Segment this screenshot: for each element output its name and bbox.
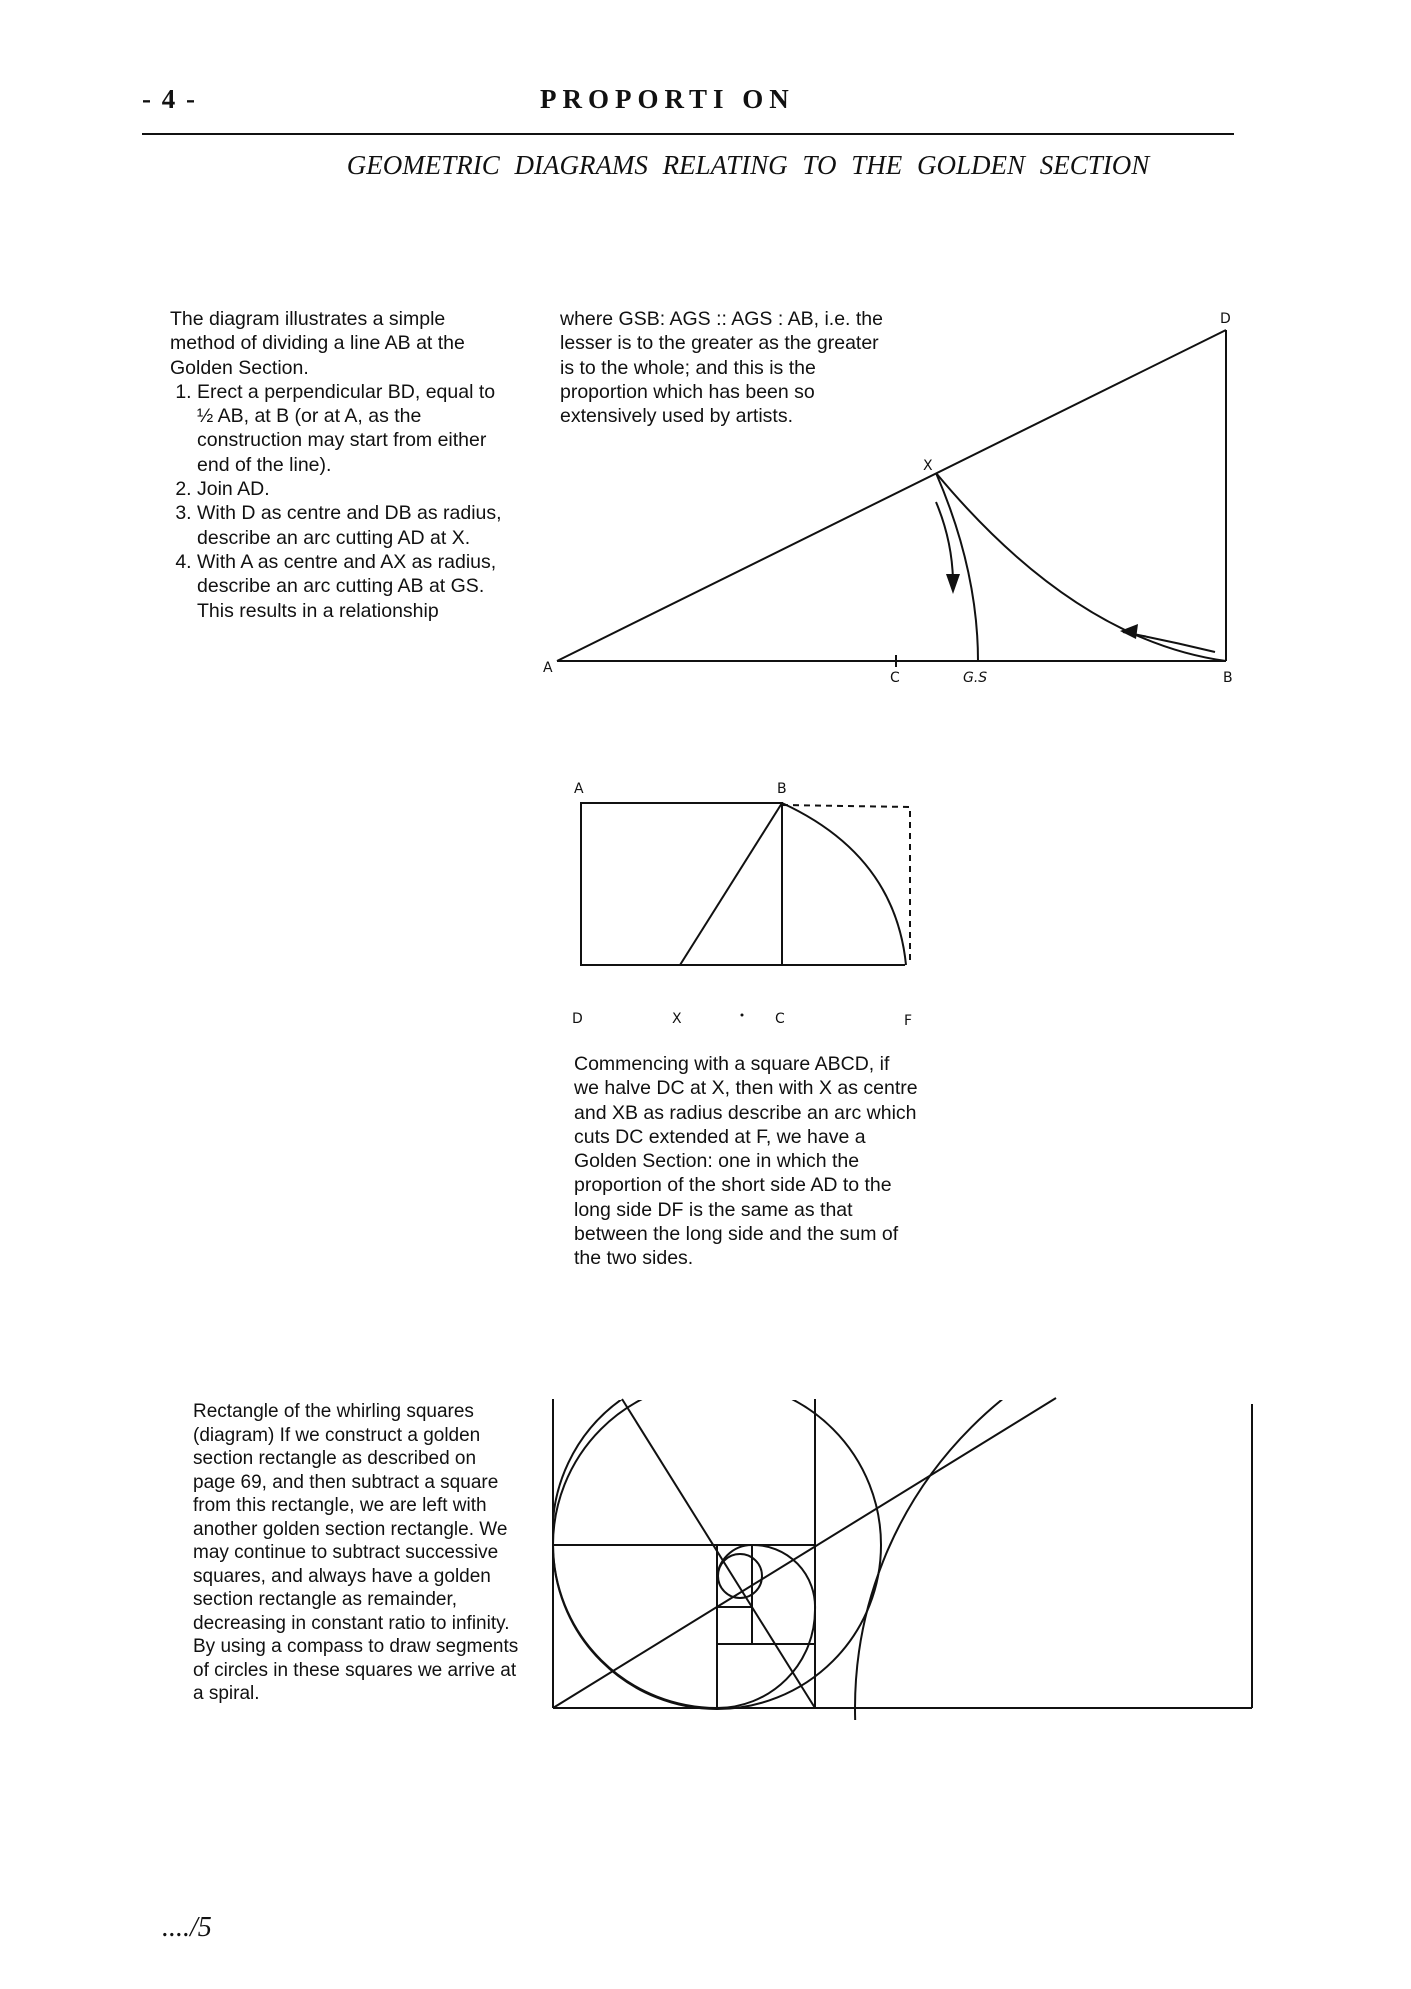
running-title: PROPORTI ON: [540, 84, 795, 114]
diagram1-continuation: where GSB: AGS :: AGS : AB, i.e. the lesser is to the greater as the greater is to the whole; and this is the proportion which has been so extensively used by artists.: [560, 308, 883, 428]
label-c: C: [775, 1011, 785, 1027]
arc-bf: [782, 803, 906, 965]
label-x: X: [923, 458, 933, 474]
diagram2-caption: Commencing with a square ABCD, if we halve DC at X, then with X as centre and XB as radius describe an arc which cuts DC extended at F, we have a Golden Section: one in which the proportion of the short side AD to the long side DF is the same as that between the long side and the sum of the two sides.: [574, 1053, 918, 1270]
diagram3-caption: Rectangle of the whirling squares (diagram) If we construct a golden section rectangle as described on page 69, and then subtract a square from this rectangle, we are left with another golden section rectangle. We may continue to subtract successive squares, and always have a golden section rectangle as remainder, decreasing in constant ratio to infinity. By using a compass to draw segments of circles in these squares we arrive at a spiral.: [193, 1401, 519, 1704]
label-c: C: [890, 670, 900, 686]
label-f: F: [904, 1013, 913, 1029]
label-x: X: [672, 1011, 682, 1027]
line-ad: [557, 330, 1226, 661]
outer-arc: [855, 1380, 1411, 1720]
diagram1-step: 4. With A as centre and AX as radius, describe an arc cutting AB at GS.: [197, 550, 510, 599]
dot-mark: [741, 1014, 744, 1017]
section-title: GEOMETRIC DIAGRAMS RELATING TO THE GOLDEN SECTION: [346, 150, 1150, 180]
line-xb: [680, 803, 782, 965]
golden-section-triangle-diagram: [0, 0, 1411, 760]
arc-inner-circle: [718, 1554, 762, 1598]
arc-centre-a: [936, 473, 978, 661]
diagram1-outro: This results in a relationship: [197, 599, 439, 622]
arrowhead-left: [1120, 624, 1138, 639]
arc-centre-d: [936, 473, 1226, 661]
whirling-squares-diagram: [0, 1380, 1411, 1720]
arrowhead-down: [946, 574, 960, 594]
arc-bottom-left: [553, 1545, 717, 1708]
label-d: D: [572, 1011, 583, 1027]
label-d: D: [1220, 311, 1231, 327]
label-a: A: [543, 660, 553, 676]
main-diagonal: [553, 1398, 1056, 1708]
dashed-extension: [782, 805, 910, 965]
label-b: B: [1223, 670, 1233, 686]
diagram1-step: 3. With D as centre and DB as radius, describe an arc cutting AD at X.: [197, 501, 510, 550]
label-b: B: [777, 781, 787, 797]
diagram1-intro: The diagram illustrates a simple method of dividing a line AB at the Golden Section.: [170, 308, 465, 379]
page-number: - 4 -: [142, 84, 197, 114]
diagram1-step: 2. Join AD.: [197, 477, 510, 501]
arc-top-left: [553, 1399, 622, 1545]
label-a: A: [574, 781, 584, 797]
arrow-down-curve: [936, 502, 953, 580]
arrow-left-curve: [1123, 632, 1215, 652]
golden-rectangle-diagram: [0, 760, 1411, 1060]
arc-bottom-right: [717, 1610, 815, 1708]
label-gs: G.S: [963, 670, 988, 686]
diagram1-step: 1. Erect a perpendicular BD, equal to ½ AB, at B (or at A, as the construction may start from either end of the line).: [197, 380, 510, 477]
square-abcd: [581, 803, 782, 965]
next-page-marker: ..../5: [162, 1912, 212, 1943]
